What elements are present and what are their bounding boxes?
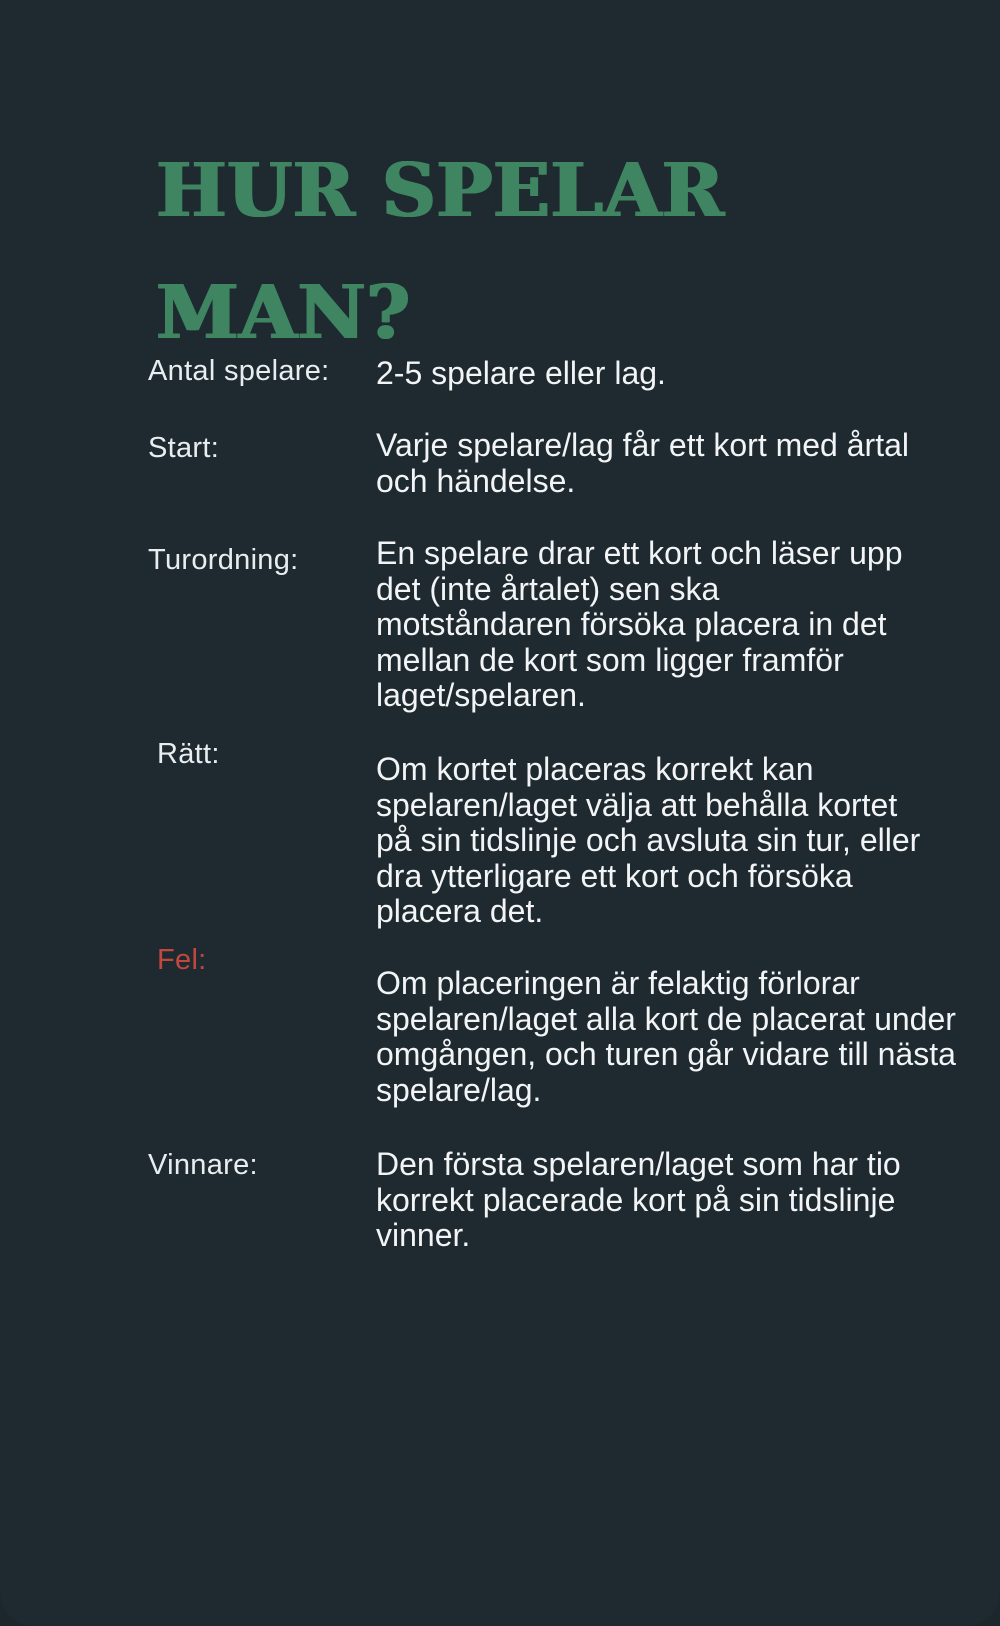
rule-label-start: Start: (148, 432, 220, 464)
rule-label-winner: Vinnare: (148, 1149, 258, 1181)
rule-label-players: Antal spelare: (148, 355, 330, 387)
rule-text-correct: Om kortet placeras korrekt kan spelaren/laget välja att behålla kortet på sin tidslinje och avsluta sin tur, eller dra ytterligare ett kort och försöka placera det. (376, 751, 921, 929)
rule-label-turn-order: Turordning: (148, 544, 299, 576)
rule-text-turn-order: En spelare drar ett kort och läser upp det (inte årtalet) sen ska motståndaren försöka placera in det mellan de kort som ligger framför laget/spelaren. (376, 535, 903, 713)
rule-text-winner: Den första spelaren/laget som har tio korrekt placerade kort på sin tidslinje vinner. (376, 1146, 901, 1253)
rule-label-wrong: Fel: (157, 944, 207, 976)
rule-text-wrong: Om placeringen är felaktig förlorar spelaren/laget alla kort de placerat under omgången, och turen går vidare till nästa spelare/lag. (376, 965, 956, 1108)
rule-text-start: Varje spelare/lag får ett kort med årtal och händelse. (376, 427, 909, 499)
title-line-2: MAN? (156, 270, 411, 356)
rule-text-players: 2-5 spelare eller lag. (376, 355, 666, 391)
rule-label-correct: Rätt: (157, 738, 220, 770)
page-title (156, 130, 724, 374)
title-line-1: HUR SPELAR (156, 148, 725, 234)
